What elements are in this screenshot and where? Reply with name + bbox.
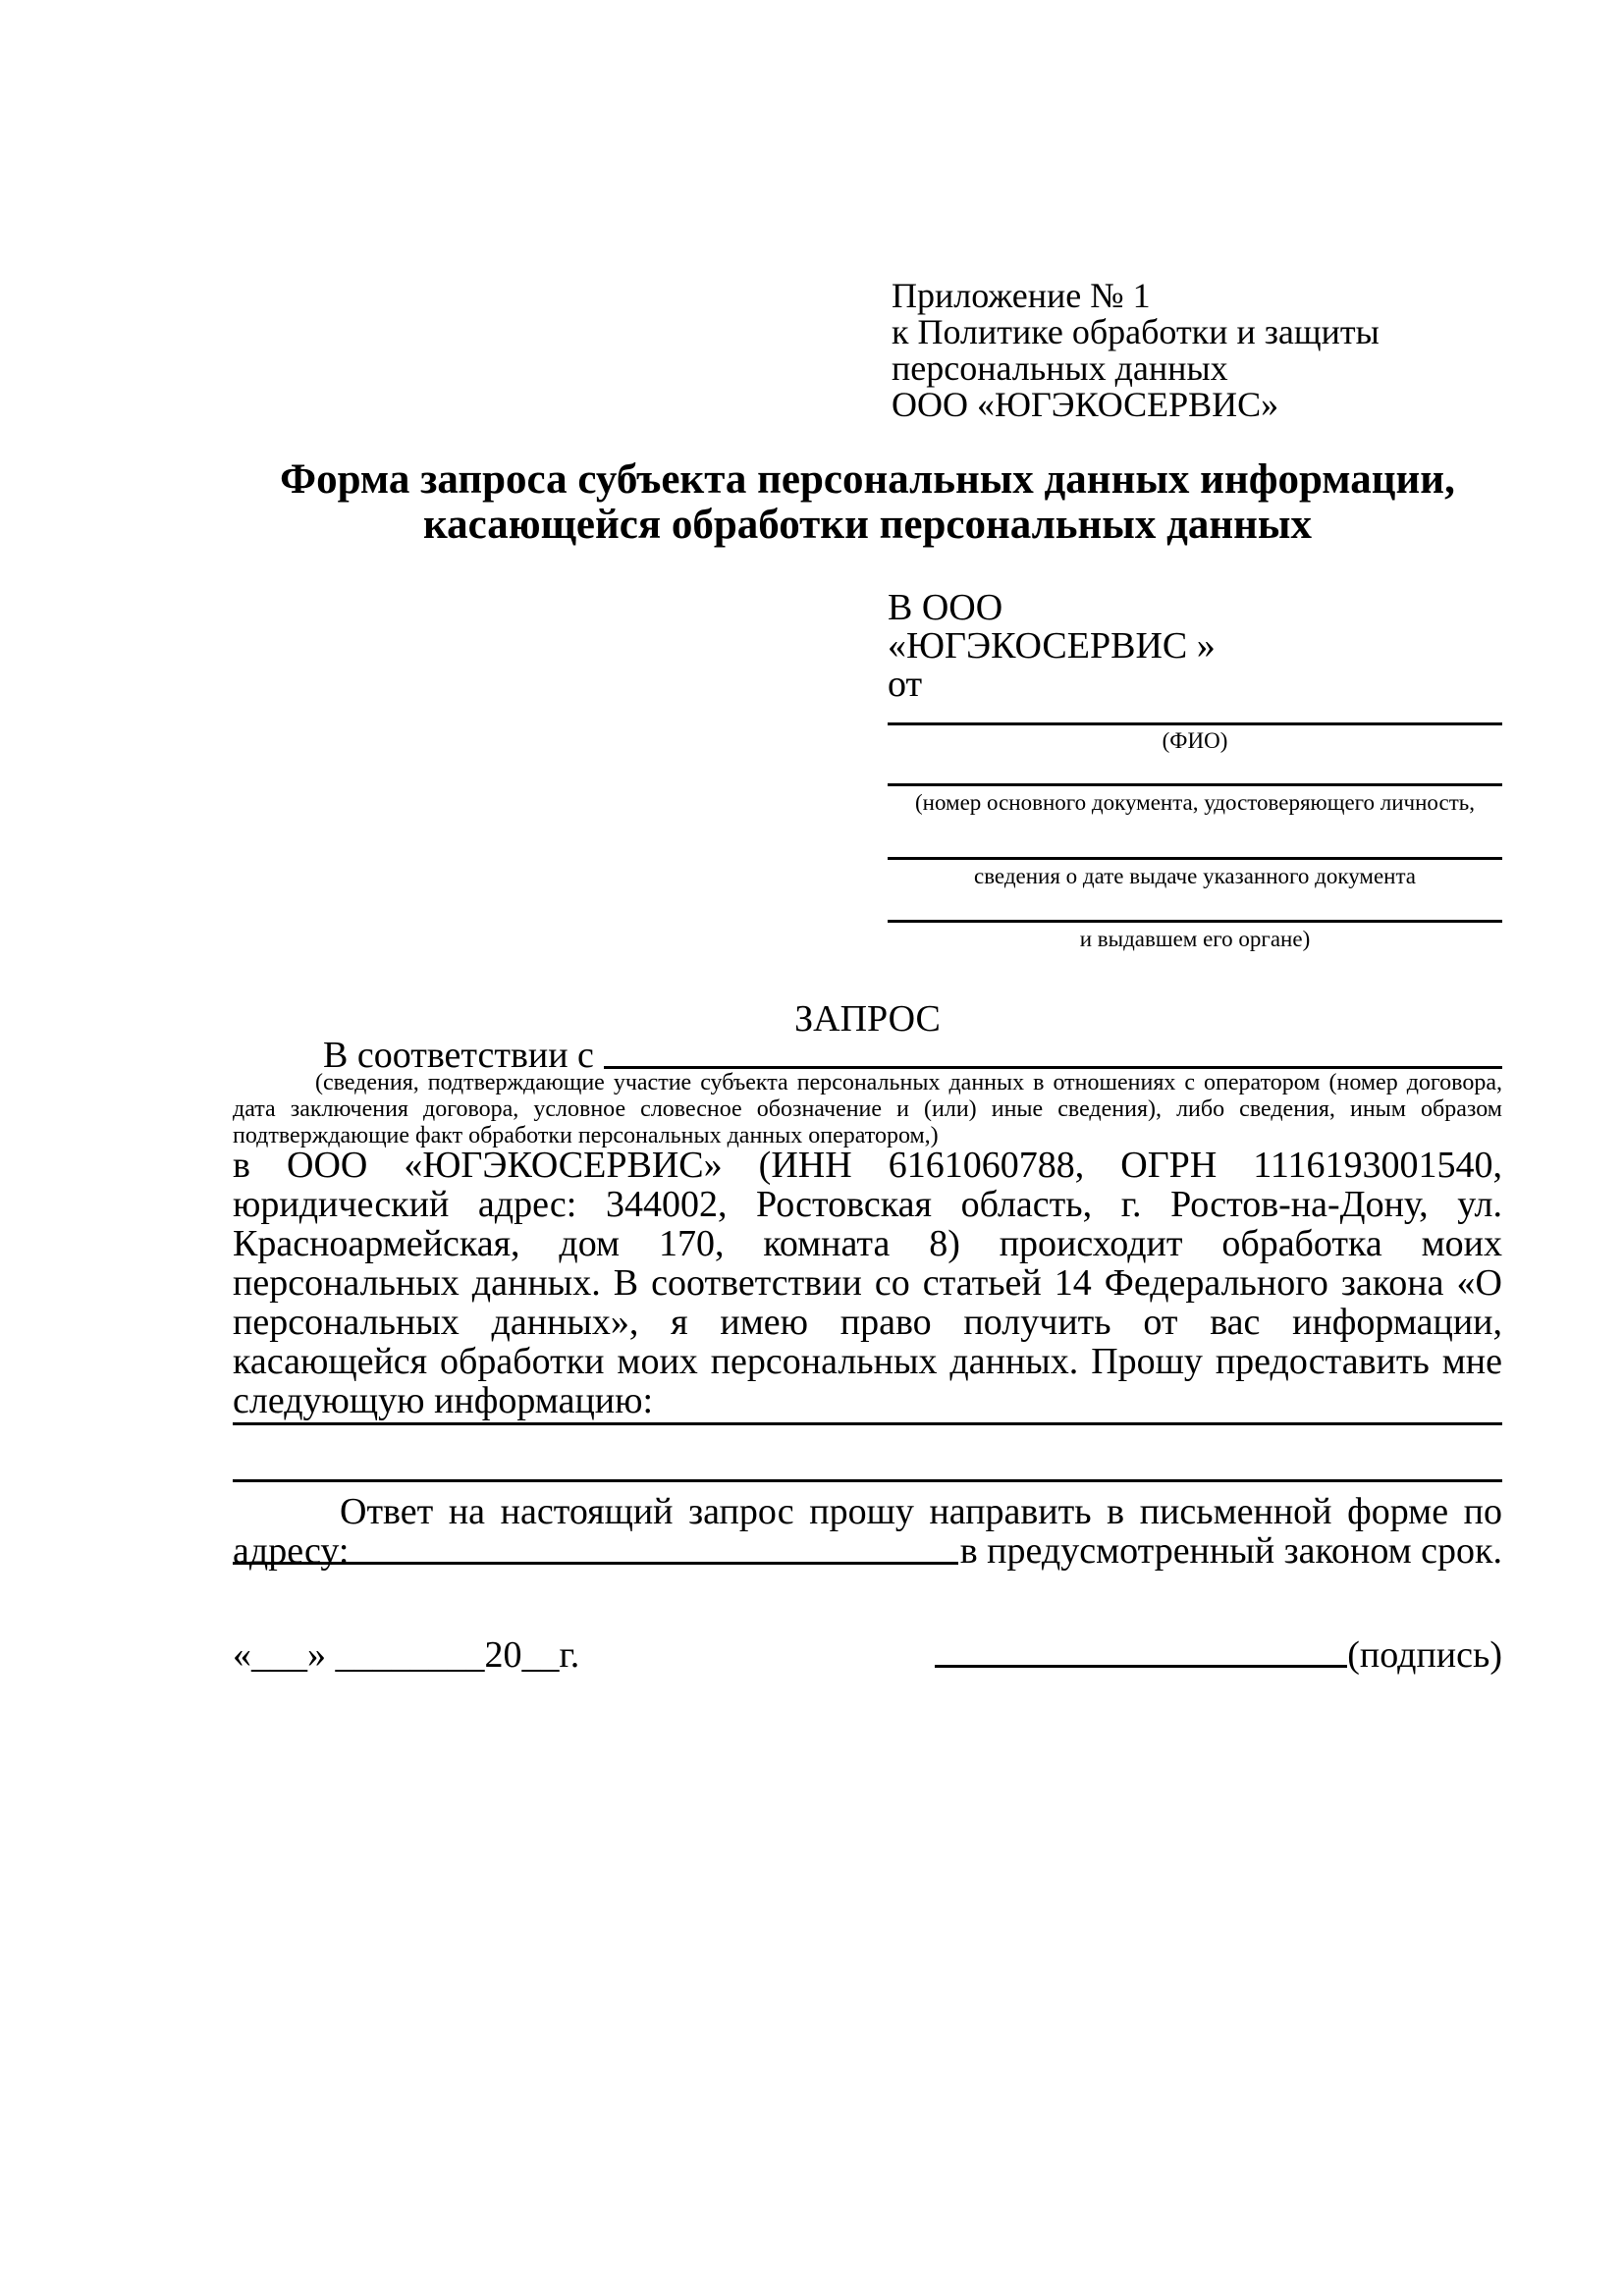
addressee-block [888,589,1502,953]
request-heading: ЗАПРОС [794,998,941,1040]
date-signature-row [233,1635,1502,1675]
header-line: ООО «ЮГЭКОСЕРВИС» [892,385,1279,424]
page-title [233,457,1502,548]
fio-caption: (ФИО) [1162,728,1228,753]
id-number-blank-line [888,783,1502,786]
reply-address-blank-line [233,1531,958,1565]
reply-address-sentence: Ответ на настоящий запрос прошу направить в письменной форме по адресу: [233,1491,1502,1572]
issue-date-caption: сведения о дате выдаче указанного документа [973,864,1417,888]
id-number-caption: (номер основного документа, удостоверяющего личность, [914,790,1475,815]
signature-caption: (подпись) [1347,1634,1502,1676]
basis-prefix: В соответствии с [323,1035,594,1076]
date-template: «___» ________20__г. [233,1634,580,1676]
title-line-2: касающейся обработки персональных данных [423,502,1312,548]
issue-authority-caption: и выдавшем его органе) [1079,927,1311,951]
basis-row [233,1036,1502,1075]
fio-blank-line [888,722,1502,725]
appendix-header-block [892,278,1380,423]
info-blank-line-1 [233,1422,1502,1425]
header-line: Приложение № 1 [892,276,1151,315]
signature-group [935,1635,1502,1675]
header-line: к Политике обработки и защиты [892,312,1380,351]
issue-date-blank-line [888,857,1502,860]
addressee-org-line-2: «ЮГЭКОСЕРВИС » [888,625,1216,667]
issue-authority-blank-line [888,920,1502,923]
basis-note: (сведения, подтверждающие участие субъекта персональных данных в отношениях с оператором (номер договора, дата заключения договора, условное словесное обозначение и (или) иные сведения), либо сведения, иным образом подтверждающие факт обработки персональных данных оператором,) [233,1070,1502,1148]
reply-deadline-text: в предусмотренный законом срок. [959,1530,1502,1572]
header-line: персональных данных [892,348,1228,388]
request-body: в ООО «ЮГЭКОСЕРВИС» (ИНН 6161060788, ОГРН 1116193001540, юридический адрес: 344002, Ростовская область, г. Ростов-на-Дону, ул. Красноармейская, дом 170, комната 8) происходит обработка моих персональных данных. В соответствии со статьей 14 Федерального закона «О персональных данных», я имею право получить от вас информации, касающейся обработки моих персональных данных. Прошу предоставить мне следующую информацию: [233,1145,1502,1421]
info-blank-line-2 [233,1479,1502,1482]
addressee-from-label: от [888,664,923,705]
signature-blank-line [935,1665,1347,1668]
title-line-1: Форма запроса субъекта персональных данных информации, [280,456,1455,503]
reply-address-row [233,1531,1502,1571]
basis-blank-line [604,1036,1502,1069]
addressee-org-line-1: В ООО [888,587,1003,628]
